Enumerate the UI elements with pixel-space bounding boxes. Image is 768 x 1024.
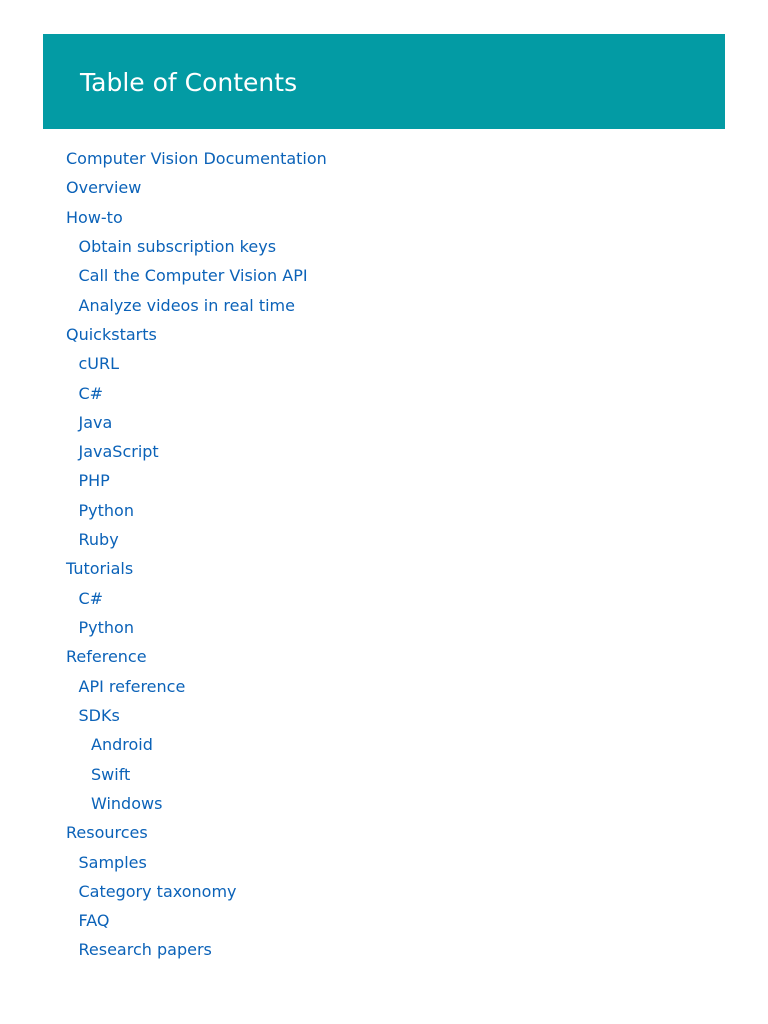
toc-link[interactable]: Android <box>91 735 153 755</box>
toc-entry <box>66 760 327 789</box>
toc-link[interactable]: Research papers <box>78 940 212 960</box>
toc-entry <box>66 408 327 437</box>
toc-entry <box>66 320 327 349</box>
toc-entry <box>66 613 327 642</box>
toc-link[interactable]: JavaScript <box>78 442 159 462</box>
toc-entry <box>66 554 327 583</box>
toc-link[interactable]: Obtain subscription keys <box>78 236 277 256</box>
toc-entry <box>66 203 327 232</box>
toc-link[interactable]: C# <box>78 383 104 403</box>
toc-link[interactable]: Call the Computer Vision API <box>78 266 308 286</box>
toc-entry <box>66 584 327 613</box>
toc-link[interactable]: FAQ <box>78 911 110 931</box>
table-of-contents <box>66 144 327 965</box>
toc-entry <box>66 642 327 671</box>
toc-link[interactable]: Samples <box>78 852 147 872</box>
toc-link[interactable]: Quickstarts <box>66 324 157 344</box>
toc-link[interactable]: API reference <box>78 676 186 696</box>
toc-link[interactable]: PHP <box>78 471 110 491</box>
toc-entry <box>66 906 327 935</box>
toc-link[interactable]: Swift <box>91 764 131 784</box>
toc-link[interactable]: Java <box>78 412 113 432</box>
toc-entry <box>66 496 327 525</box>
toc-entry <box>66 349 327 378</box>
toc-link[interactable]: C# <box>78 588 104 608</box>
toc-entry <box>66 291 327 320</box>
toc-link[interactable]: Python <box>78 500 134 520</box>
toc-entry <box>66 379 327 408</box>
toc-entry <box>66 789 327 818</box>
toc-link[interactable]: How-to <box>66 207 123 227</box>
toc-entry <box>66 672 327 701</box>
toc-link[interactable]: Overview <box>66 178 142 198</box>
toc-entry <box>66 848 327 877</box>
toc-entry <box>66 173 327 202</box>
toc-link[interactable]: Resources <box>66 823 148 843</box>
page-title: Table of Contents <box>80 68 298 97</box>
toc-link[interactable]: Analyze videos in real time <box>78 295 295 315</box>
toc-entry <box>66 935 327 964</box>
toc-entry <box>66 730 327 759</box>
toc-entry <box>66 466 327 495</box>
toc-link[interactable]: Reference <box>66 647 147 667</box>
toc-header-banner <box>43 34 725 129</box>
toc-link[interactable]: Python <box>78 618 134 637</box>
toc-entry <box>66 437 327 466</box>
toc-link[interactable]: Ruby <box>78 530 119 550</box>
toc-link[interactable]: cURL <box>78 354 120 374</box>
toc-entry <box>66 877 327 906</box>
toc-link[interactable]: Windows <box>91 793 163 813</box>
toc-link[interactable]: Tutorials <box>66 559 134 579</box>
toc-entry <box>66 525 327 554</box>
toc-entry <box>66 701 327 730</box>
toc-link[interactable]: Computer Vision Documentation <box>66 149 327 168</box>
toc-link[interactable]: Category taxonomy <box>78 881 237 901</box>
toc-link[interactable]: SDKs <box>78 705 120 725</box>
toc-entry <box>66 818 327 847</box>
toc-entry <box>66 232 327 261</box>
toc-entry <box>66 144 327 173</box>
toc-entry <box>66 261 327 290</box>
